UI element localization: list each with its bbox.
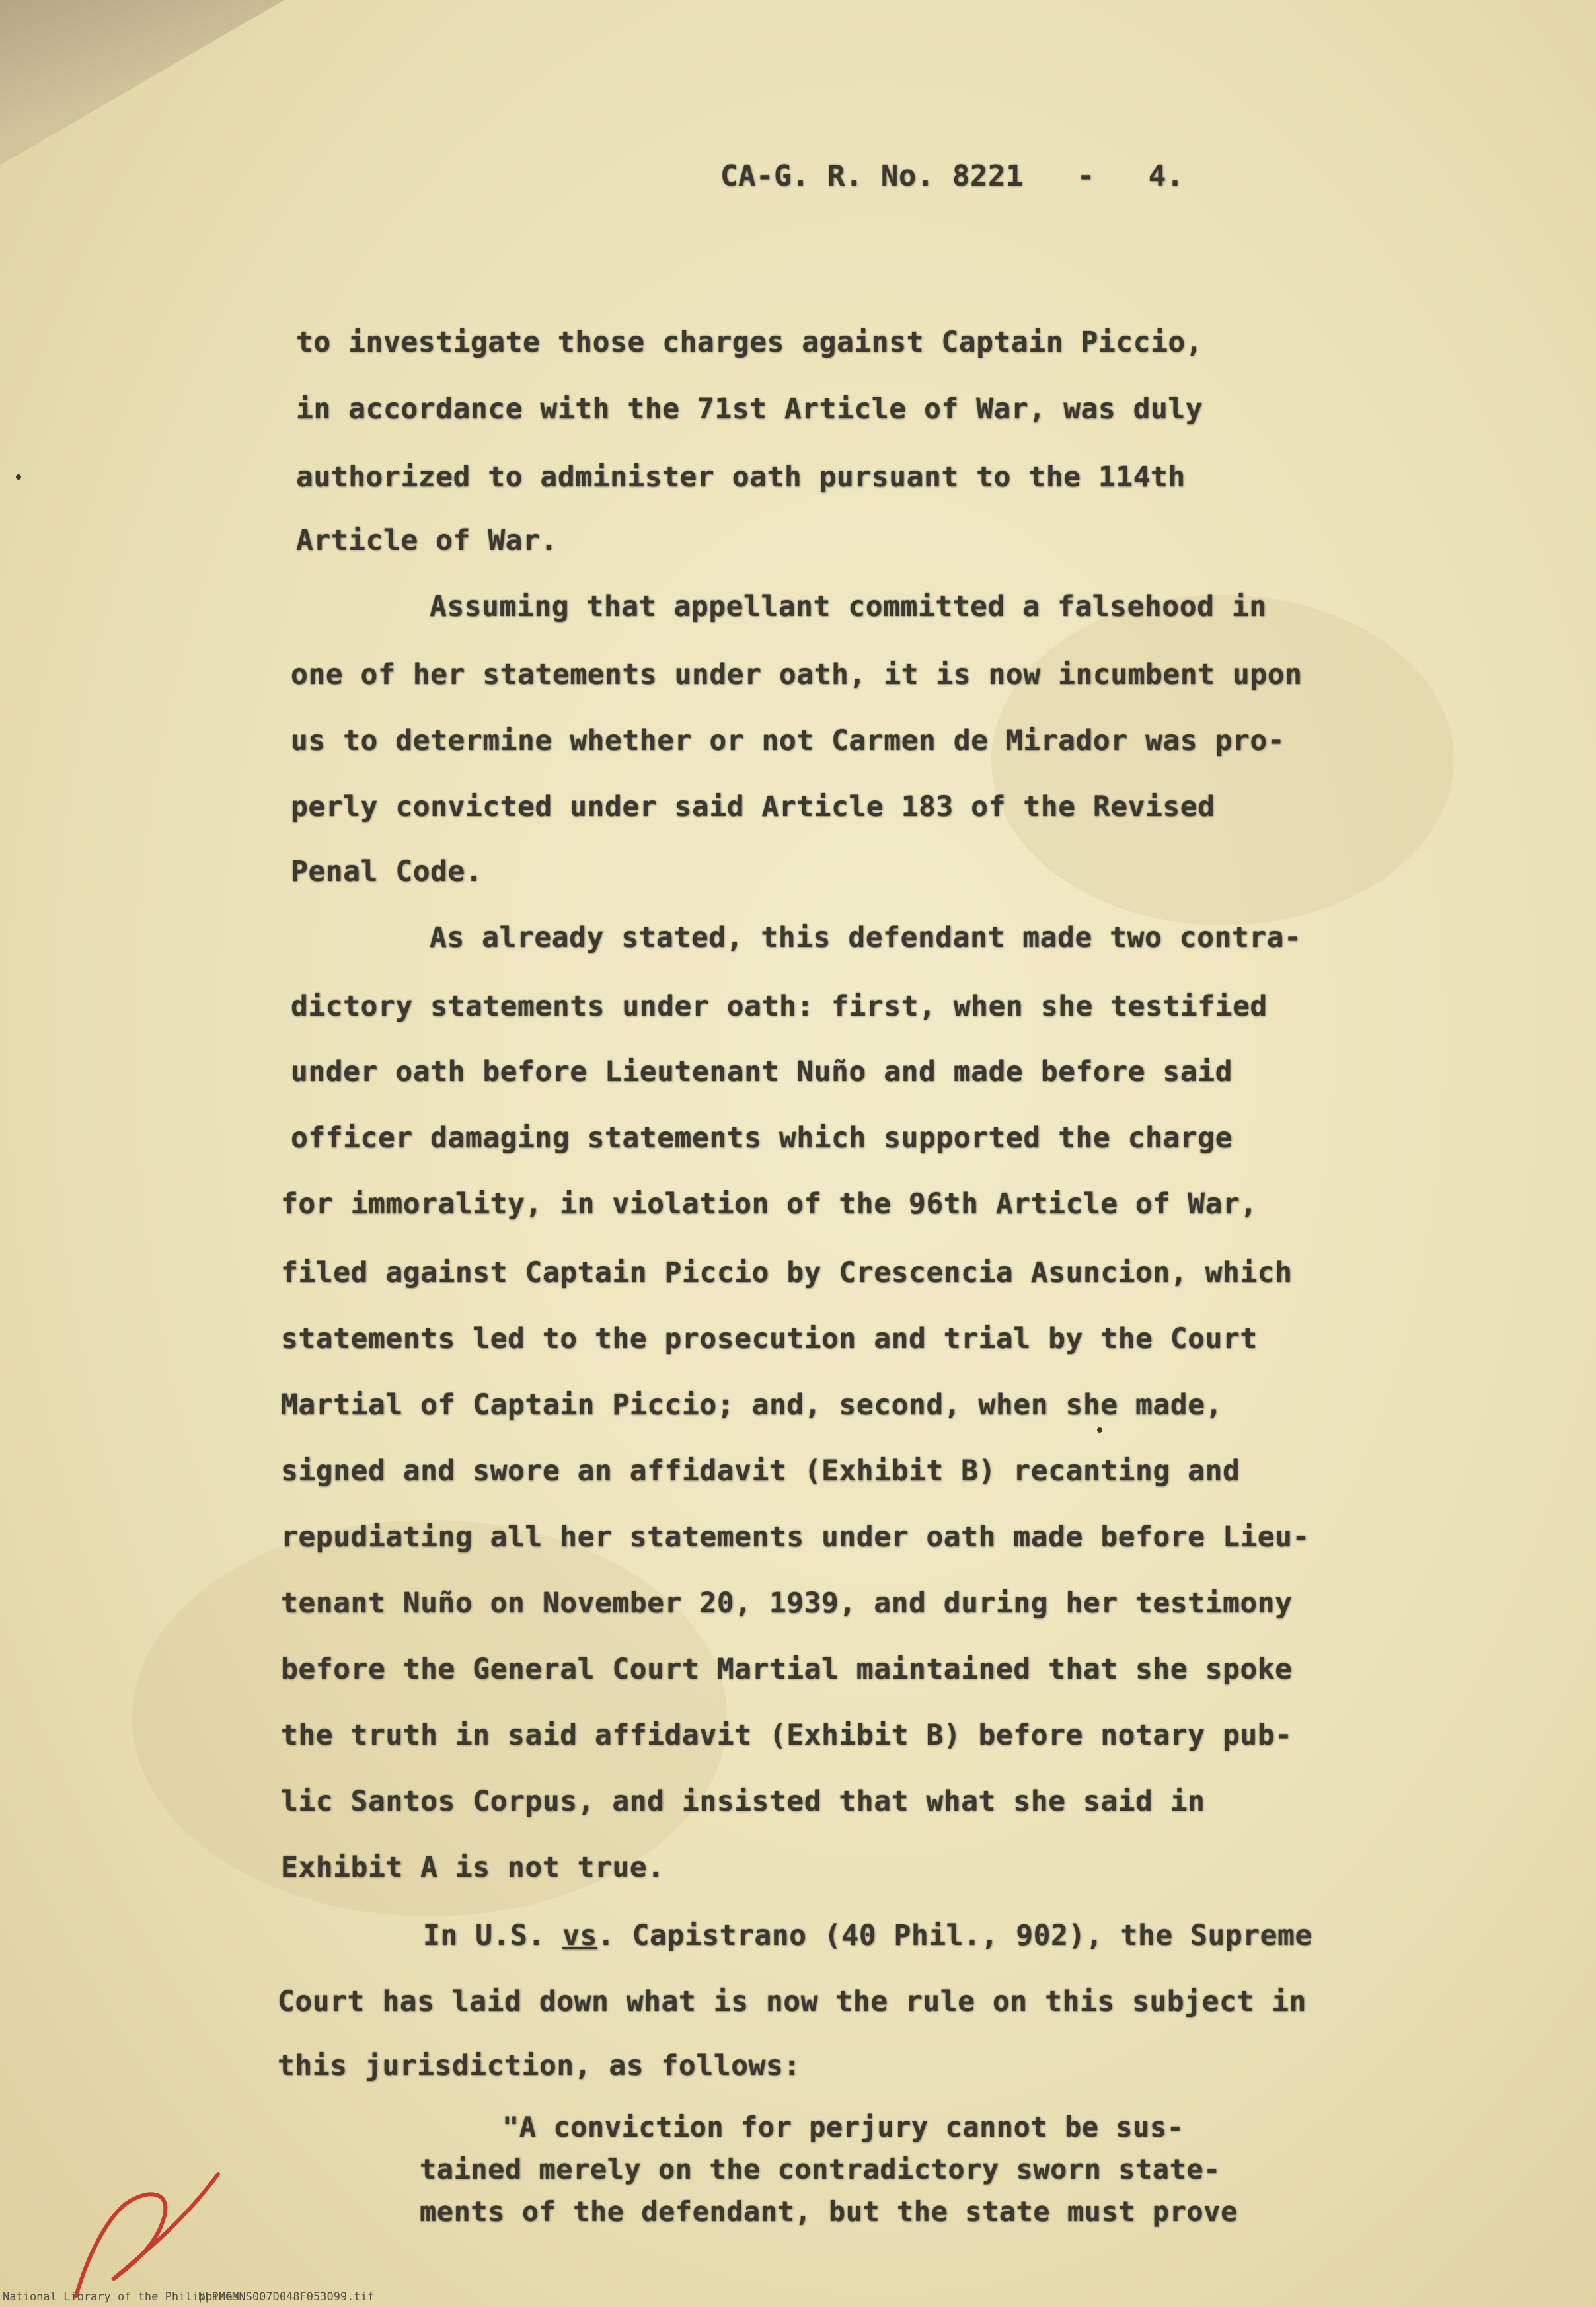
text-line: for immorality, in violation of the 96th Article of War, (281, 1188, 1258, 1221)
paper-stain (991, 595, 1454, 925)
text-line: signed and swore an affidavit (Exhibit B) recanting and (281, 1455, 1240, 1488)
quote-line: tained merely on the contradictory sworn state- (420, 2153, 1221, 2185)
text-line: authorized to administer oath pursuant to the 114th (296, 461, 1186, 494)
text-line: this jurisdiction, as follows: (278, 2049, 801, 2082)
red-pencil-mark-icon (63, 2151, 235, 2307)
text-line (423, 1919, 1312, 1952)
text-line: dictory statements under oath: first, when she testified (291, 990, 1268, 1023)
text-line: to investigate those charges against Captain Piccio, (296, 326, 1203, 359)
ink-speck (16, 474, 21, 480)
footer-library-credit: National Library of the Philippines (3, 2290, 240, 2304)
text-line: tenant Nuño on November 20, 1939, and during her testimony (281, 1587, 1293, 1620)
quote-line: ments of the defendant, but the state must prove (420, 2195, 1238, 2228)
text-line: Court has laid down what is now the rule on this subject in (278, 1985, 1307, 2018)
vs-underlined: vs (562, 1919, 597, 1952)
text-line: Article of War. (296, 524, 558, 557)
text-line: filed against Captain Piccio by Crescencia Asuncion, which (281, 1256, 1293, 1289)
text-line: before the General Court Martial maintained that she spoke (281, 1653, 1293, 1686)
text-line: under oath before Lieutenant Nuño and made before said (291, 1055, 1233, 1088)
text-span: . Capistrano (40 Phil., 902), the Supreme (597, 1919, 1312, 1952)
text-line: the truth in said affidavit (Exhibit B) before notary pub- (281, 1719, 1293, 1752)
text-line: As already stated, this defendant made two contra- (430, 921, 1302, 954)
text-span: In U.S. (423, 1919, 563, 1952)
text-line: repudiating all her statements under oath made before Lieu- (281, 1521, 1310, 1554)
page-header: CA-G. R. No. 8221 - 4. (720, 159, 1184, 193)
text-line: perly convicted under said Article 183 of the Revised (291, 790, 1215, 823)
text-line: lic Santos Corpus, and insisted that what she said in (281, 1785, 1205, 1818)
text-line: one of her statements under oath, it is now incumbent upon (291, 658, 1303, 691)
text-line: us to determine whether or not Carmen de Mirador was pro- (291, 724, 1285, 757)
text-line: statements led to the prosecution and trial by the Court (281, 1322, 1258, 1355)
quote-line: "A conviction for perjury cannot be sus- (502, 2111, 1184, 2143)
text-line: Assuming that appellant committed a falsehood in (430, 590, 1267, 623)
ink-speck (1097, 1427, 1102, 1433)
text-line: in accordance with the 71st Article of War, was duly (296, 393, 1203, 426)
text-line: Martial of Captain Piccio; and, second, when she made, (281, 1388, 1223, 1421)
text-line: officer damaging statements which supported the charge (291, 1121, 1233, 1154)
footer-file-id: NLPMGMNS007D048F053099.tif (198, 2290, 375, 2304)
text-line: Penal Code. (291, 855, 483, 888)
text-line: Exhibit A is not true. (281, 1851, 665, 1884)
